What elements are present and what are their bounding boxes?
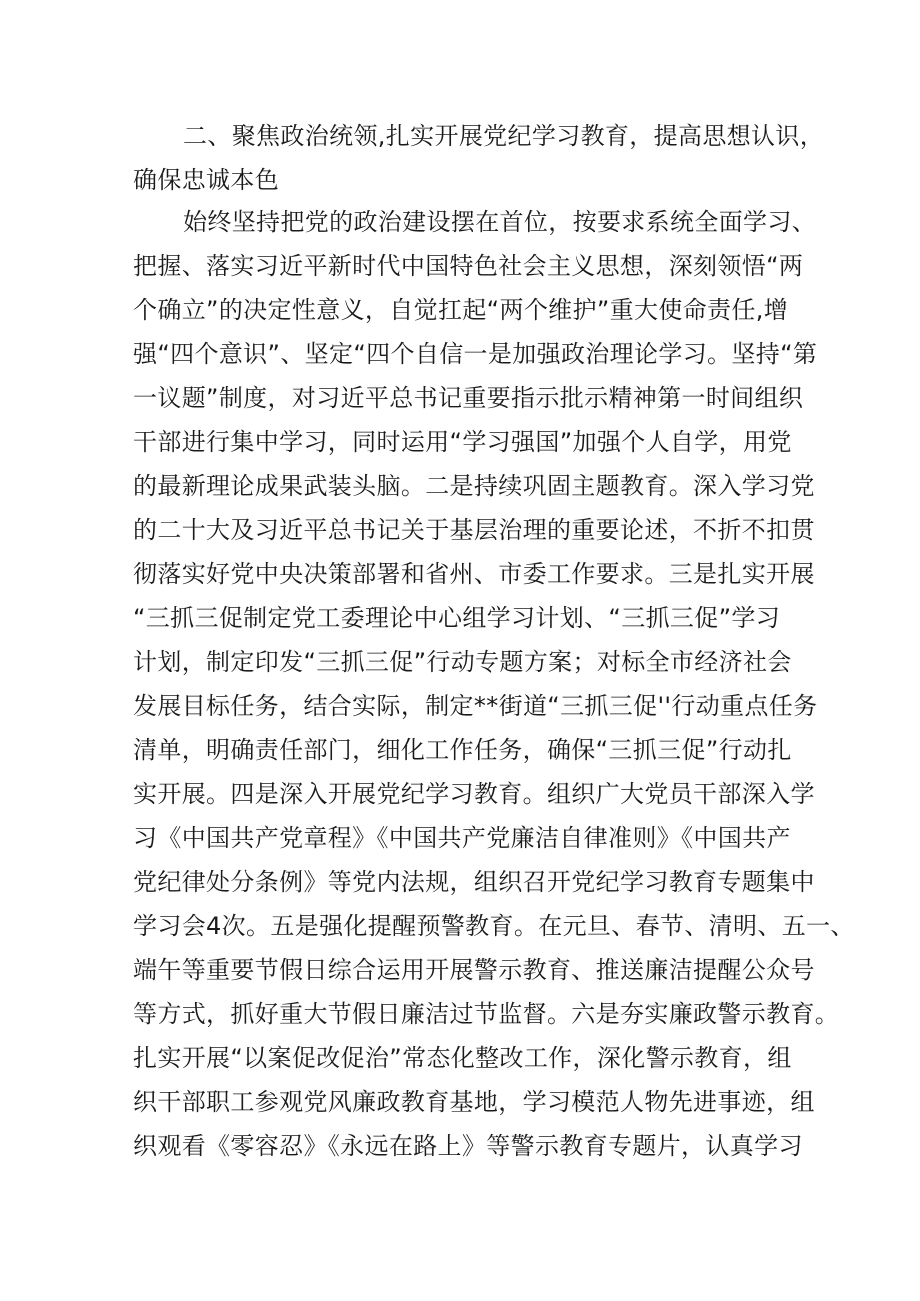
paragraph-line: 学习会4次。五是强化提醒预警教育。在元旦、春节、清明、五一、 bbox=[133, 912, 855, 940]
paragraph-line: 干部进行集中学习，同时运用“学习强国”加强个人自学，用党 bbox=[133, 428, 792, 456]
paragraph-line: “三抓三促制定党工委理论中心组学习计划、“三抓三促”学习 bbox=[133, 604, 781, 632]
paragraph-line: 彻落实好党中央决策部署和省州、市委工作要求。三是扎实开展 bbox=[133, 560, 815, 588]
paragraph-line: 清单，明确责任部门，细化工作任务，确保“三抓三促”行动扎 bbox=[133, 736, 792, 764]
paragraph-line: 织干部职工参观党风廉政教育基地，学习模范人物先进事迹，组 bbox=[133, 1088, 815, 1116]
paragraph-line: 党纪律处分条例》等党内法规，组织召开党纪学习教育专题集中 bbox=[133, 868, 815, 896]
paragraph-line: 等方式，抓好重大节假日廉洁过节监督。六是夯实廉政警示教育。 bbox=[133, 1000, 840, 1028]
paragraph-line: 强“四个意识”、坚定“四个自信一是加强政治理论学习。坚持“第 bbox=[133, 340, 818, 368]
body-paragraph bbox=[133, 200, 855, 1168]
paragraph-line: 个确立”的决定性意义，自觉扛起“两个维护”重大使命责任,增 bbox=[133, 296, 789, 324]
paragraph-line: 发展目标任务，结合实际，制定**街道“三抓三促''行动重点任务 bbox=[133, 692, 818, 720]
paragraph-line: 把握、落实习近平新时代中国特色社会主义思想，深刻领悟“两 bbox=[133, 252, 804, 280]
paragraph-line: 计划，制定印发“三抓三促”行动专题方案；对标全市经济社会 bbox=[133, 648, 792, 676]
paragraph-line: 的二十大及习近平总书记关于基层治理的重要论述，不折不扣贯 bbox=[133, 516, 815, 544]
paragraph-line: 织观看《零容忍》《永远在路上》等警示教育专题片，认真学习 bbox=[133, 1132, 803, 1160]
paragraph-line: 始终坚持把党的政治建设摆在首位，按要求系统全面学习、 bbox=[183, 208, 817, 236]
paragraph-line: 扎实开展“以案促改促治”常态化整改工作，深化警示教育，组 bbox=[133, 1044, 792, 1072]
paragraph-line: 实开展。四是深入开展党纪学习教育。组织广大党员干部深入学 bbox=[133, 780, 815, 808]
paragraph-line: 习《中国共产党章程》《中国共产党廉洁自律准则》《中国共产 bbox=[133, 824, 791, 852]
heading-line: 确保忠诚本色 bbox=[133, 166, 280, 194]
heading-line: 二、聚焦政治统领,扎实开展党纪学习教育，提高思想认识， bbox=[183, 122, 825, 150]
section-heading bbox=[133, 114, 825, 202]
paragraph-line: 的最新理论成果武装头脑。二是持续巩固主题教育。深入学习党 bbox=[133, 472, 815, 500]
paragraph-line: 端午等重要节假日综合运用开展警示教育、推送廉洁提醒公众号 bbox=[133, 956, 815, 984]
paragraph-line: 一议题”制度，对习近平总书记重要指示批示精神第一时间组织 bbox=[133, 384, 804, 412]
